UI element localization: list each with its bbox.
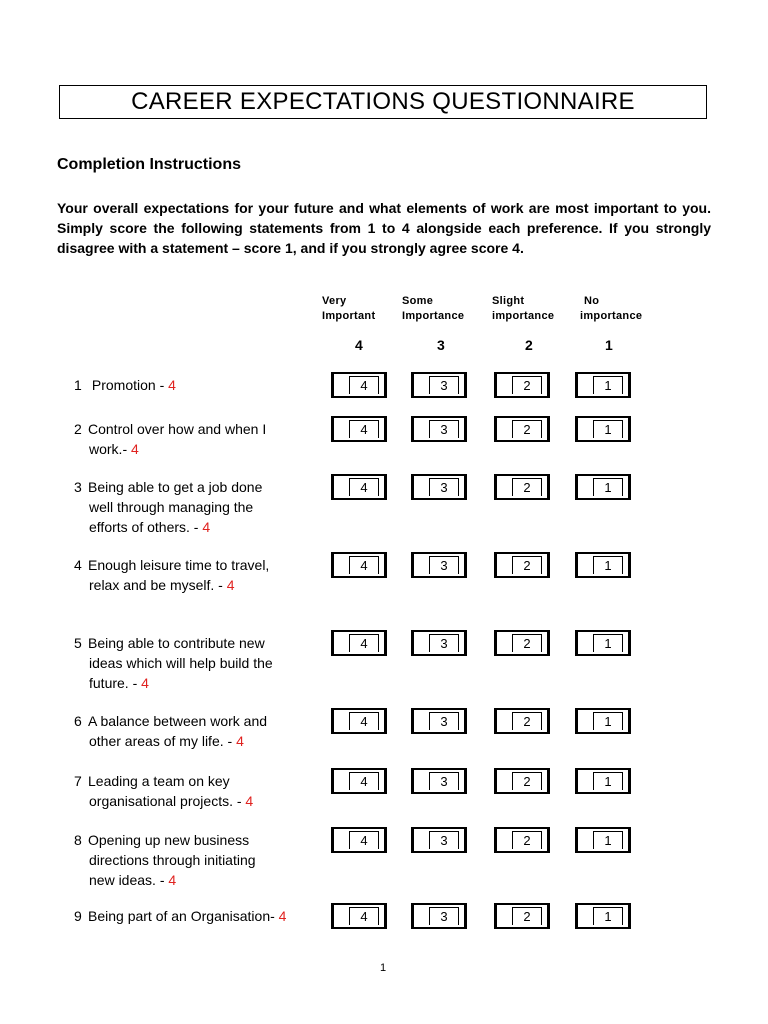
question-score: 4 <box>131 441 139 457</box>
question-text: Enough leisure time to travel, <box>88 557 270 573</box>
score-box-value: 1 <box>593 634 623 652</box>
score-box-value: 3 <box>429 831 459 849</box>
score-box-2[interactable] <box>494 827 550 853</box>
question-text: well through managing the <box>89 499 254 515</box>
score-box-2[interactable] <box>494 552 550 578</box>
question-score: 4 <box>168 872 177 888</box>
question-score: 4 <box>278 908 287 924</box>
score-box-4[interactable] <box>331 768 387 794</box>
question-number: 1 <box>74 377 82 393</box>
score-box-4[interactable] <box>331 372 387 398</box>
question-text: organisational projects. - <box>89 793 246 809</box>
column-score-1: 1 <box>605 337 613 353</box>
page-title: CAREER EXPECTATIONS QUESTIONNAIRE <box>59 85 707 119</box>
score-box-value: 1 <box>593 556 623 574</box>
question-text: work.- <box>89 441 131 457</box>
question-score: 4 <box>168 377 176 393</box>
score-box-3[interactable] <box>411 827 467 853</box>
question-text: Being part of an Organisation- <box>88 908 279 924</box>
score-box-value: 1 <box>593 376 623 394</box>
score-box-value: 2 <box>512 712 542 730</box>
score-box-value: 3 <box>429 420 459 438</box>
score-box-3[interactable] <box>411 552 467 578</box>
score-box-2[interactable] <box>494 416 550 442</box>
score-box-4[interactable] <box>331 416 387 442</box>
question-7 <box>74 771 253 811</box>
score-box-2[interactable] <box>494 903 550 929</box>
question-2 <box>74 419 266 459</box>
question-number: 6 <box>74 713 82 729</box>
score-box-value: 1 <box>593 831 623 849</box>
score-box-1[interactable] <box>575 630 631 656</box>
score-box-value: 2 <box>512 376 542 394</box>
question-text: Control over how and when I <box>88 421 267 437</box>
score-box-value: 3 <box>429 772 459 790</box>
question-text: future. - <box>89 675 142 691</box>
question-number: 4 <box>74 557 82 573</box>
score-box-3[interactable] <box>411 768 467 794</box>
question-6 <box>74 711 267 751</box>
question-text: Leading a team on key <box>88 773 230 789</box>
score-box-value: 2 <box>512 420 542 438</box>
question-8 <box>74 830 256 890</box>
score-box-value: 1 <box>593 420 623 438</box>
column-score-2: 2 <box>525 337 533 353</box>
question-text: Opening up new business <box>88 832 250 848</box>
score-box-1[interactable] <box>575 708 631 734</box>
score-box-value: 1 <box>593 478 623 496</box>
score-box-value: 4 <box>349 907 379 925</box>
score-box-value: 4 <box>349 478 379 496</box>
score-box-3[interactable] <box>411 630 467 656</box>
score-box-4[interactable] <box>331 552 387 578</box>
score-box-value: 1 <box>593 907 623 925</box>
score-box-value: 3 <box>429 634 459 652</box>
score-box-2[interactable] <box>494 372 550 398</box>
question-4 <box>74 555 269 595</box>
question-9 <box>74 906 286 926</box>
score-box-1[interactable] <box>575 416 631 442</box>
column-header-no-importance: No importance <box>580 295 643 322</box>
question-number: 9 <box>74 908 82 924</box>
question-score: 4 <box>226 577 235 593</box>
score-box-4[interactable] <box>331 474 387 500</box>
page-number: 1 <box>380 962 387 974</box>
score-box-value: 4 <box>349 831 379 849</box>
score-box-2[interactable] <box>494 708 550 734</box>
question-text: Being able to get a job done <box>88 479 263 495</box>
score-box-value: 3 <box>429 907 459 925</box>
score-box-1[interactable] <box>575 372 631 398</box>
question-text: efforts of others. - <box>89 519 203 535</box>
question-number: 5 <box>74 635 82 651</box>
score-box-value: 4 <box>349 420 379 438</box>
score-box-value: 4 <box>349 712 379 730</box>
column-score-4: 4 <box>355 337 363 353</box>
score-box-1[interactable] <box>575 552 631 578</box>
instructions-paragraph: Your overall expectations for your future and what elements of work are most important to you. Simply score the following statements from 1 to 4 alongside each preference. If you strongly disagree with a statement – score 1, and if you strongly agree score 4. <box>57 200 711 256</box>
question-score: 4 <box>236 733 244 749</box>
score-box-value: 3 <box>429 556 459 574</box>
question-3 <box>74 477 262 537</box>
question-number: 3 <box>74 479 82 495</box>
score-box-value: 2 <box>512 772 542 790</box>
score-box-4[interactable] <box>331 827 387 853</box>
score-box-2[interactable] <box>494 474 550 500</box>
score-box-4[interactable] <box>331 630 387 656</box>
question-score: 4 <box>202 519 211 535</box>
score-box-3[interactable] <box>411 708 467 734</box>
question-score: 4 <box>141 675 149 691</box>
score-box-value: 2 <box>512 556 542 574</box>
score-box-value: 2 <box>512 907 542 925</box>
question-number: 7 <box>74 773 82 789</box>
column-header-very-important: Very Important <box>322 295 376 322</box>
score-box-3[interactable] <box>411 416 467 442</box>
question-number: 2 <box>74 421 82 437</box>
score-box-1[interactable] <box>575 768 631 794</box>
score-box-value: 4 <box>349 634 379 652</box>
score-box-value: 1 <box>593 712 623 730</box>
question-text: other areas of my life. - <box>89 733 237 749</box>
question-text: A balance between work and <box>88 713 268 729</box>
score-box-2[interactable] <box>494 768 550 794</box>
question-text: Promotion - <box>88 377 169 393</box>
section-heading: Completion Instructions <box>57 156 241 173</box>
score-box-3[interactable] <box>411 474 467 500</box>
score-box-value: 1 <box>593 772 623 790</box>
score-box-3[interactable] <box>411 903 467 929</box>
score-box-value: 4 <box>349 772 379 790</box>
score-box-value: 3 <box>429 712 459 730</box>
score-box-3[interactable] <box>411 372 467 398</box>
question-5 <box>74 633 273 693</box>
column-score-3: 3 <box>437 337 445 353</box>
question-text: relax and be myself. - <box>89 577 227 593</box>
score-box-1[interactable] <box>575 903 631 929</box>
score-box-2[interactable] <box>494 630 550 656</box>
score-box-value: 4 <box>349 556 379 574</box>
question-text: directions through initiating <box>89 852 256 868</box>
score-box-value: 2 <box>512 634 542 652</box>
score-box-1[interactable] <box>575 474 631 500</box>
score-box-value: 2 <box>512 831 542 849</box>
question-1 <box>74 375 176 395</box>
score-box-value: 4 <box>349 376 379 394</box>
column-header-some-importance: Some Importance <box>402 295 465 322</box>
score-box-value: 3 <box>429 478 459 496</box>
question-text: Being able to contribute new <box>88 635 265 651</box>
column-header-slight-importance: Slight importance <box>492 295 555 322</box>
score-box-4[interactable] <box>331 708 387 734</box>
question-text: ideas which will help build the <box>89 655 273 671</box>
score-box-value: 2 <box>512 478 542 496</box>
question-score: 4 <box>245 793 254 809</box>
score-box-value: 3 <box>429 376 459 394</box>
score-box-4[interactable] <box>331 903 387 929</box>
question-number: 8 <box>74 832 82 848</box>
question-text: new ideas. - <box>89 872 169 888</box>
score-box-1[interactable] <box>575 827 631 853</box>
